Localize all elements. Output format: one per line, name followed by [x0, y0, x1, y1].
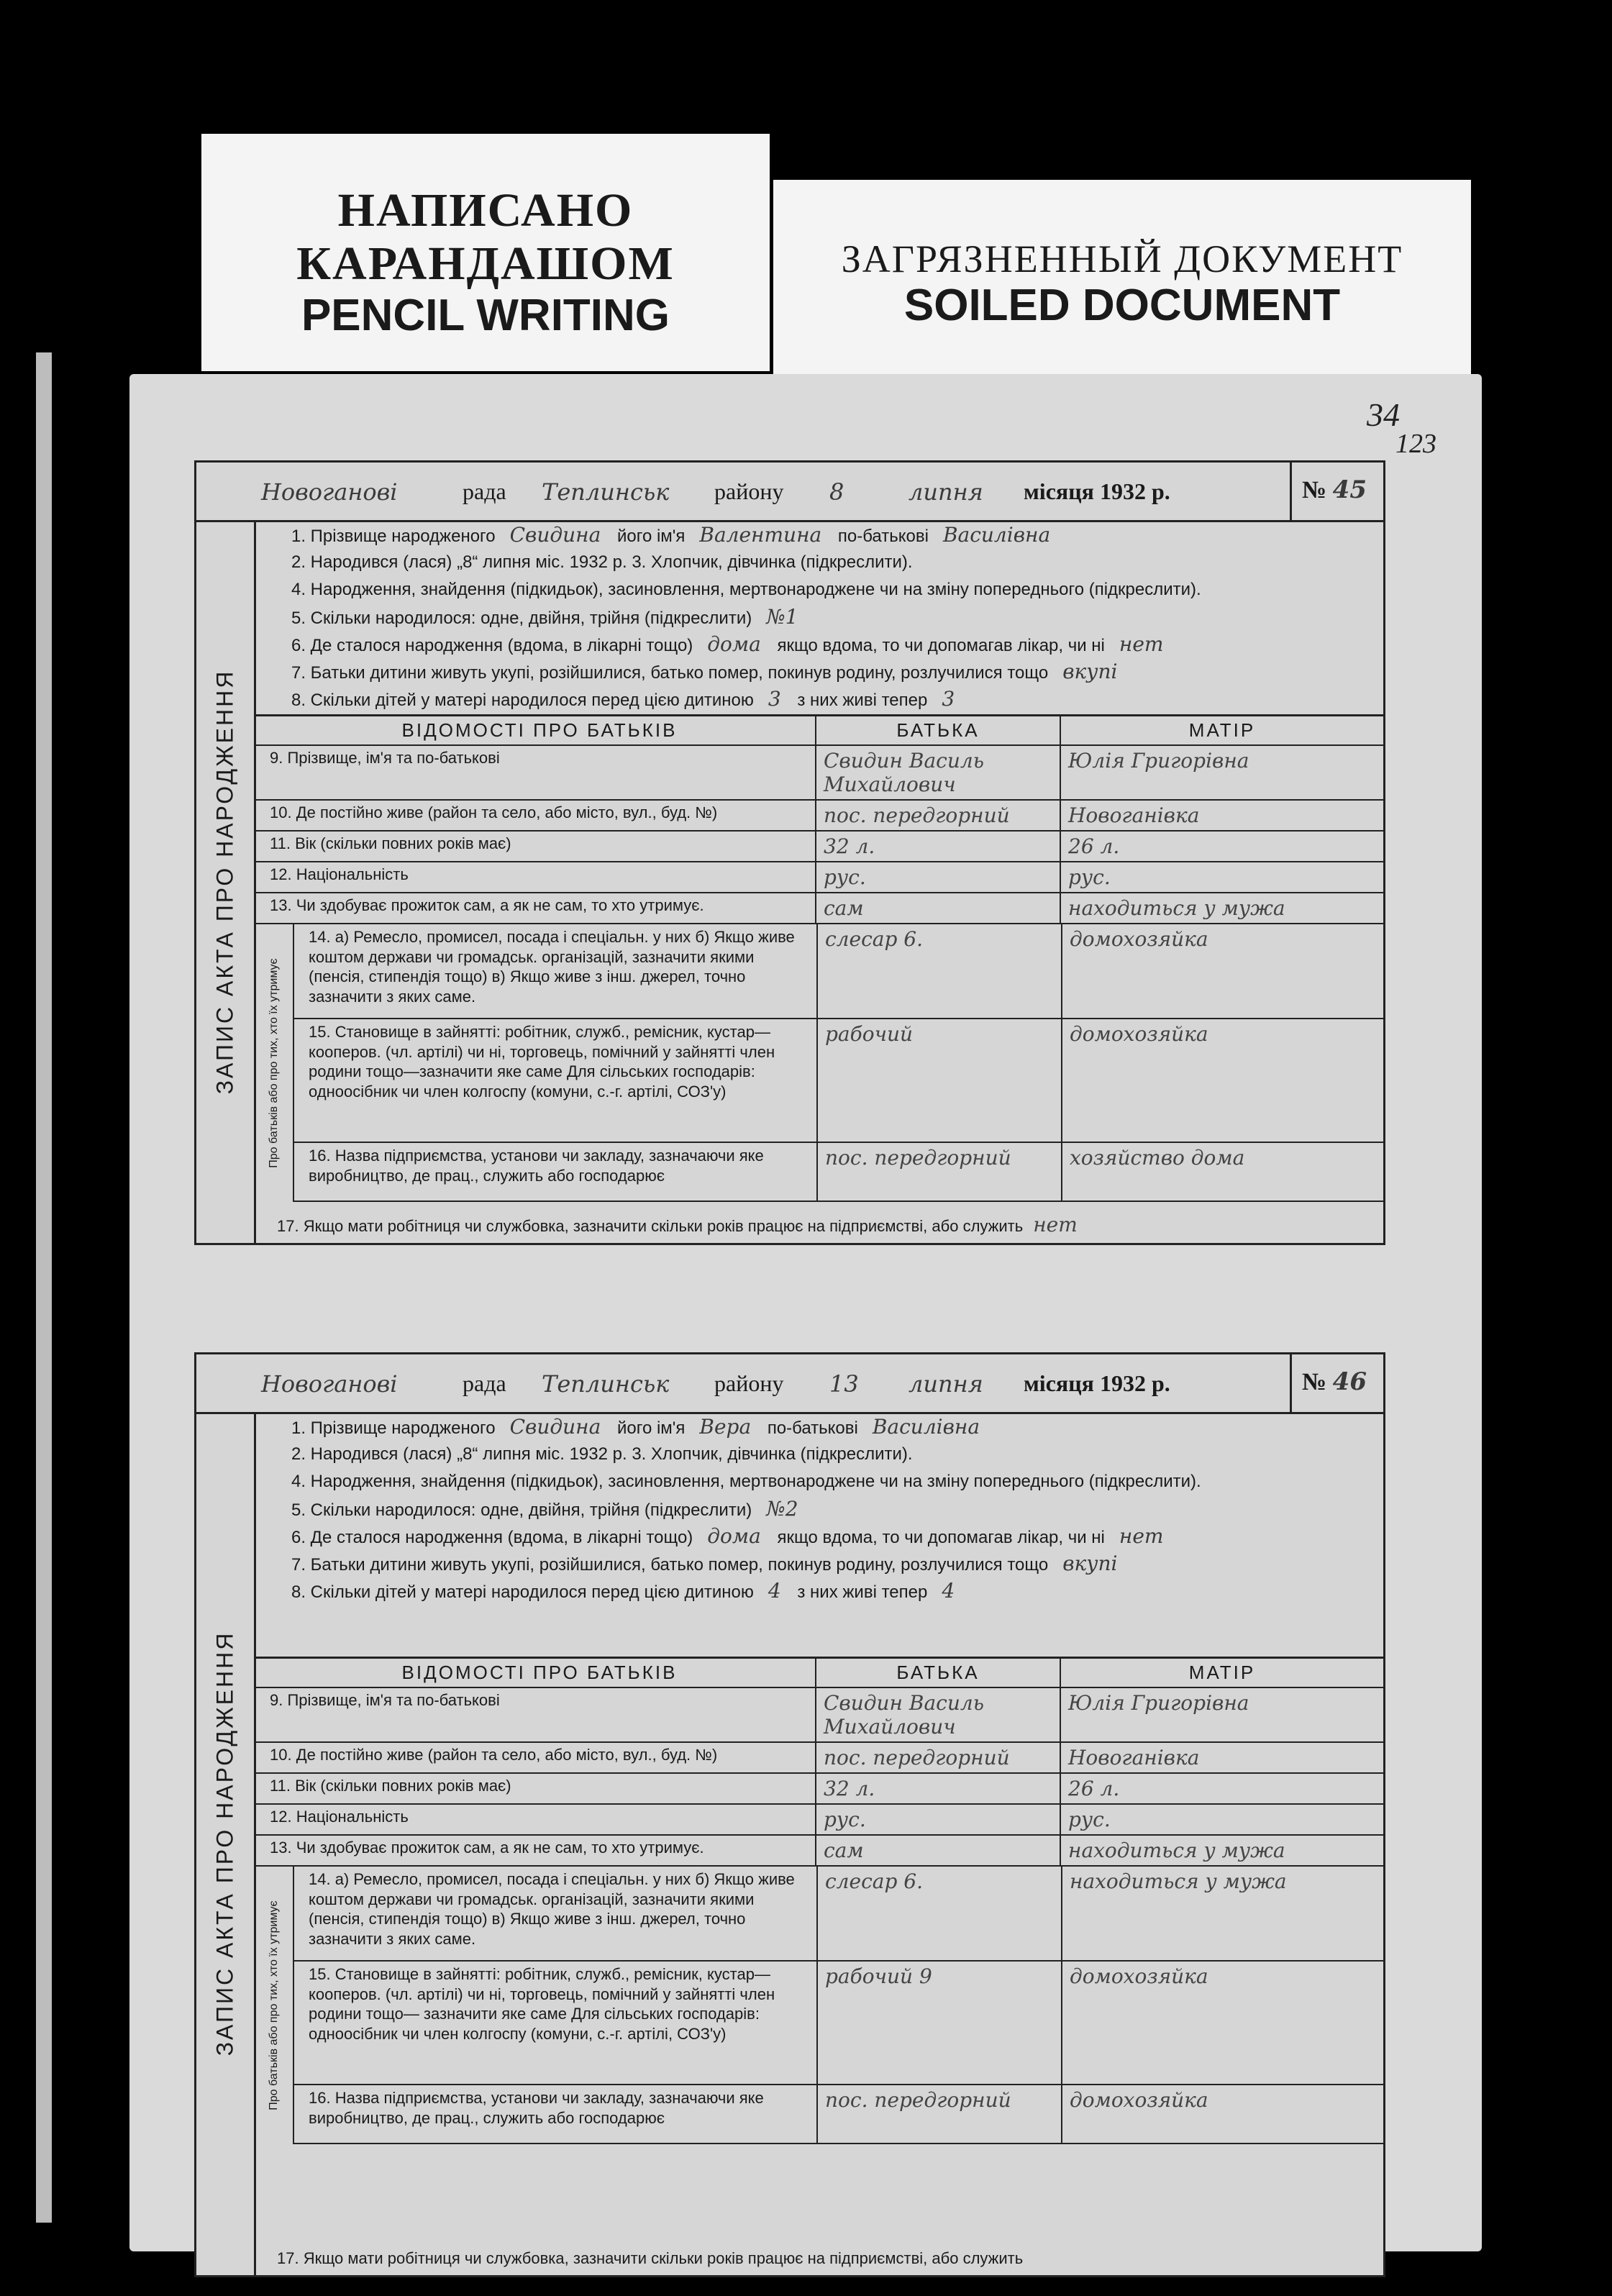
row-question: 11. Вік (скільки повних років має): [255, 832, 816, 861]
number-sign: №: [1302, 477, 1327, 504]
birth-record: [194, 460, 1385, 1245]
label-line: КАРАНДАШОМ: [296, 237, 675, 290]
record-row: [255, 1468, 1383, 1495]
father-value: пос. передгорний: [818, 2085, 1062, 2143]
row-label-2: з них живі тепер: [797, 1582, 928, 1602]
register-page: [129, 374, 1482, 2267]
row-label: 4. Народження, знайдення (підкидьок), засиновлення, мертвонароджене чи на зміну попереднього (підкреслити).: [291, 580, 1201, 599]
rada-label: рада: [463, 478, 506, 504]
father-value: рус.: [816, 1805, 1061, 1834]
row-label: 2. Народився (лася) „8“ липня міс. 1932 р. 3. Хлопчик, дівчинка (підкреслити).: [291, 552, 913, 572]
row-handwritten: дома: [707, 1524, 761, 1548]
table-row: [294, 924, 1383, 1019]
row-handwritten-2: Вера: [699, 1415, 752, 1439]
record-header: [196, 1354, 1383, 1414]
father-value: сам: [816, 1836, 1061, 1865]
label-line: НАПИСАНО: [337, 184, 634, 237]
record-rows: [255, 1413, 1383, 1605]
father-value: слесар 6.: [818, 924, 1062, 1018]
occupation-side-label: Про батьків або про тих, хто їх утримує: [255, 1867, 294, 2144]
father-value: Свидин Василь Михайлович: [816, 1688, 1061, 1741]
record-row: [255, 1441, 1383, 1468]
record-side-title: ЗАПИС АКТА ПРО НАРОДЖЕННЯ: [196, 1412, 256, 2275]
page-number-bottom: 123: [1395, 429, 1436, 459]
occupation-section: [255, 924, 1383, 1202]
label-line: PENCIL WRITING: [301, 290, 670, 340]
record-side-title: ЗАПИС АКТА ПРО НАРОДЖЕННЯ: [196, 520, 256, 1243]
row-handwritten: вкупі: [1062, 660, 1118, 683]
birth-record: [194, 1352, 1385, 2277]
parents-table-header: [255, 1659, 1383, 1688]
parents-table: [255, 1657, 1383, 2144]
row-handwritten-2: нет: [1119, 632, 1164, 656]
record-row: [255, 1413, 1383, 1441]
day-handwritten: 8: [829, 478, 844, 506]
row-handwritten-3: Василівна: [942, 523, 1051, 547]
record-row: [255, 1495, 1383, 1523]
row-question: 13. Чи здобуває прожиток сам, а як не сам, то хто утримує.: [255, 893, 816, 923]
footer-label: 17. Якщо мати робітниця чи службовка, зазначити скільки років працює на підприємстві, або служить: [277, 2249, 1024, 2267]
table-row: [255, 1774, 1383, 1805]
label-line: ЗАГРЯЗНЕННЫЙ ДОКУМЕНТ: [841, 237, 1403, 281]
table-row: [255, 832, 1383, 862]
father-value: 32 л.: [816, 832, 1061, 861]
row-handwritten-2: нет: [1119, 1524, 1164, 1548]
father-value: сам: [816, 893, 1061, 923]
occupation-section: [255, 1867, 1383, 2144]
mother-value: находиться у мужа: [1068, 896, 1285, 920]
row-question: 14. а) Ремесло, промисел, посада і спеціальн. у них б) Якщо живе коштом держави чи громадськ. організацій, зазначити якими (пенсія, стипендія тощо) в) Якщо живе з інш. джерел, точно зазначити з яких саме.: [294, 924, 818, 1018]
mother-value: домохозяйка: [1070, 1964, 1208, 1988]
mother-value: Юлія Григорівна: [1068, 749, 1249, 773]
table-row: [255, 746, 1383, 801]
row-label: 6. Де сталося народження (вдома, в лікарні тощо): [291, 636, 693, 655]
footer-label: 17. Якщо мати робітниця чи службовка, зазначити скільки років працює на підприємстві, або служить: [277, 1217, 1024, 1235]
rada-handwritten: Новоганові: [261, 478, 398, 506]
row-label-3: по-батькові: [767, 1418, 858, 1438]
record-row: [255, 631, 1383, 658]
row-handwritten: 4: [768, 1579, 781, 1603]
row-label: 2. Народився (лася) „8“ липня міс. 1932 р. 3. Хлопчик, дівчинка (підкреслити).: [291, 1444, 913, 1464]
row-question: 12. Національність: [255, 1805, 816, 1834]
row-question: 14. а) Ремесло, промисел, посада і спеціальн. у них б) Якщо живе коштом держави чи громадськ. організацій, зазначити якими (пенсія, стипендія тощо) в) Якщо живе з інш. джерел, точно зазначити з яких саме.: [294, 1867, 818, 1960]
col-header-father: БАТЬКА: [816, 1659, 1061, 1687]
row-question: 10. Де постійно живе (район та село, або місто, вул., буд. №): [255, 801, 816, 830]
month-handwritten: липня: [909, 478, 983, 506]
table-row: [294, 1143, 1383, 1202]
row-label: 7. Батьки дитини живуть укупі, розійшилися, батько помер, покинув родину, розлучилися тощо: [291, 663, 1049, 683]
table-row: [255, 1688, 1383, 1743]
row-label-3: по-батькові: [837, 527, 929, 546]
footer-row: [255, 2245, 1383, 2271]
table-row: [255, 1743, 1383, 1774]
row-label: 8. Скільки дітей у матері народилося перед цією дитиною: [291, 691, 754, 710]
row-handwritten: дома: [707, 632, 761, 656]
label-line: SOILED DOCUMENT: [903, 281, 1341, 331]
father-value: рабочий: [818, 1019, 1062, 1142]
father-value: пос. передгорний: [816, 801, 1061, 830]
raion-handwritten: Теплинськ: [542, 1370, 670, 1398]
mother-value: хозяйство дома: [1070, 1146, 1245, 1170]
col-header-father: БАТЬКА: [816, 716, 1061, 744]
footer-row: [255, 1213, 1383, 1239]
row-label: 6. Де сталося народження (вдома, в лікарні тощо): [291, 1528, 693, 1547]
record-row: [255, 685, 1383, 713]
row-label-2: його ім'я: [616, 1418, 686, 1438]
raion-label: району: [714, 478, 784, 504]
table-row: [294, 2085, 1383, 2144]
parents-table-header: [255, 716, 1383, 746]
row-label: 7. Батьки дитини живуть укупі, розійшилися, батько помер, покинув родину, розлучилися тощо: [291, 1555, 1049, 1575]
record-row: [255, 549, 1383, 576]
row-handwritten-2: Валентина: [699, 523, 822, 547]
pencil-writing-label: [201, 134, 770, 371]
row-handwritten-2: 3: [942, 687, 955, 711]
row-question: 12. Національність: [255, 862, 816, 892]
record-row: [255, 521, 1383, 549]
table-row: [255, 1836, 1383, 1867]
row-handwritten-2: 4: [942, 1579, 955, 1603]
parents-table: [255, 714, 1383, 1202]
mother-value: 26 л.: [1068, 1777, 1120, 1800]
month-handwritten: липня: [909, 1370, 983, 1398]
row-handwritten: вкупі: [1062, 1552, 1118, 1575]
father-value: Свидин Василь Михайлович: [816, 746, 1061, 799]
col-header-info: ВІДОМОСТІ ПРО БАТЬКІВ: [255, 716, 816, 744]
table-row: [255, 862, 1383, 893]
row-label: 1. Прізвище народженого: [291, 1418, 496, 1438]
record-number-box: [1290, 463, 1383, 520]
row-question: 16. Назва підприємства, установи чи закладу, зазначаючи яке виробництво, де прац., служить або господарює: [294, 1143, 818, 1201]
row-question: 13. Чи здобуває прожиток сам, а як не сам, то хто утримує.: [255, 1836, 816, 1865]
record-header: [196, 463, 1383, 522]
row-question: 10. Де постійно живе (район та село, або місто, вул., буд. №): [255, 1743, 816, 1772]
table-row: [294, 1867, 1383, 1962]
mother-value: Новоганівка: [1068, 1746, 1200, 1769]
row-label: 4. Народження, знайдення (підкидьок), засиновлення, мертвонароджене чи на зміну попереднього (підкреслити).: [291, 1472, 1201, 1491]
record-row: [255, 1523, 1383, 1550]
col-header-mother: МАТІР: [1188, 719, 1256, 741]
day-handwritten: 13: [829, 1370, 859, 1398]
mother-value: домохозяйка: [1070, 927, 1208, 951]
record-row: [255, 1550, 1383, 1577]
number-sign: №: [1302, 1369, 1327, 1395]
row-handwritten: Свидина: [509, 523, 601, 547]
record-number: 45: [1332, 475, 1367, 504]
row-handwritten: №2: [766, 1497, 798, 1521]
raion-handwritten: Теплинськ: [542, 478, 670, 506]
father-value: пос. передгорний: [818, 1143, 1062, 1201]
table-row: [294, 1962, 1383, 2085]
table-row: [255, 801, 1383, 832]
col-header-mother: МАТІР: [1188, 1662, 1256, 1683]
father-value: пос. передгорний: [816, 1743, 1061, 1772]
col-header-info: ВІДОМОСТІ ПРО БАТЬКІВ: [255, 1659, 816, 1687]
row-label: 8. Скільки дітей у матері народилося перед цією дитиною: [291, 1582, 754, 1602]
father-value: рус.: [816, 862, 1061, 892]
row-question: 9. Прізвище, ім'я та по-батькові: [255, 746, 816, 799]
row-label-2: якщо вдома, то чи допомагав лікар, чи ні: [777, 1528, 1105, 1547]
rada-label: рада: [463, 1370, 506, 1396]
father-value: слесар 6.: [818, 1867, 1062, 1960]
row-label-2: якщо вдома, то чи допомагав лікар, чи ні: [777, 636, 1105, 655]
mother-value: рус.: [1068, 1808, 1111, 1831]
record-row: [255, 576, 1383, 603]
record-number-box: [1290, 1354, 1383, 1412]
month-label: місяця 1932 р.: [1024, 1370, 1170, 1396]
footer-handwritten: нет: [1033, 1213, 1078, 1236]
record-number: 46: [1332, 1367, 1367, 1396]
page-number-top: 34: [1367, 396, 1400, 433]
row-handwritten: №1: [766, 605, 798, 629]
table-row: [255, 1805, 1383, 1836]
row-label-2: його ім'я: [616, 527, 686, 546]
table-row: [255, 893, 1383, 924]
father-value: рабочий 9: [818, 1962, 1062, 2084]
mother-value: 26 л.: [1068, 834, 1120, 858]
mother-value: домохозяйка: [1070, 1022, 1208, 1046]
mother-value: находиться у мужа: [1070, 1869, 1287, 1893]
father-value: 32 л.: [816, 1774, 1061, 1803]
row-label-2: з них живі тепер: [797, 691, 928, 710]
mother-value: Юлія Григорівна: [1068, 1691, 1249, 1715]
row-question: 15. Становище в зайнятті: робітник, служб., ремісник, кустар—кооперов. (чл. артілі) чи ні, торговець, помічний у зайнятті член родини тощо—зазначити яке саме Для сільських господарів: одноосібник чи член колгоспу (комуни, с.-г. артілі, СОЗ'у): [294, 1019, 818, 1142]
occupation-side-label: Про батьків або про тих, хто їх утримує: [255, 924, 294, 1202]
mother-value: домохозяйка: [1070, 2088, 1208, 2112]
record-row: [255, 658, 1383, 685]
mother-value: Новоганівка: [1068, 803, 1200, 827]
record-row: [255, 1577, 1383, 1605]
row-question: 11. Вік (скільки повних років має): [255, 1774, 816, 1803]
row-question: 9. Прізвище, ім'я та по-батькові: [255, 1688, 816, 1741]
mother-value: находиться у мужа: [1068, 1839, 1285, 1862]
row-label: 5. Скільки народилося: одне, двійня, трійня (підкреслити): [291, 609, 752, 628]
table-row: [294, 1019, 1383, 1143]
row-label: 5. Скільки народилося: одне, двійня, трійня (підкреслити): [291, 1500, 752, 1520]
month-label: місяця 1932 р.: [1024, 478, 1170, 504]
row-handwritten-3: Василівна: [872, 1415, 980, 1439]
row-handwritten: 3: [768, 687, 781, 711]
mother-value: рус.: [1068, 865, 1111, 889]
rada-handwritten: Новоганові: [261, 1370, 398, 1398]
raion-label: району: [714, 1370, 784, 1396]
row-question: 15. Становище в зайнятті: робітник, служб., ремісник, кустар—кооперов. (чл. артілі) чи ні, торговець, помічний у зайнятті член родини тощо— зазначити яке саме Для сільських господарів: одноосібник чи член колгоспу (комуни, с.-г. артілі, СОЗ'у): [294, 1962, 818, 2084]
row-question: 16. Назва підприємства, установи чи закладу, зазначаючи яке виробництво, де прац., служить або господарює: [294, 2085, 818, 2143]
row-label: 1. Прізвище народженого: [291, 527, 496, 546]
adjacent-page-edge: [36, 352, 52, 2223]
record-row: [255, 603, 1383, 631]
row-handwritten: Свидина: [509, 1415, 601, 1439]
record-rows: [255, 521, 1383, 713]
soiled-document-label: [773, 180, 1471, 378]
